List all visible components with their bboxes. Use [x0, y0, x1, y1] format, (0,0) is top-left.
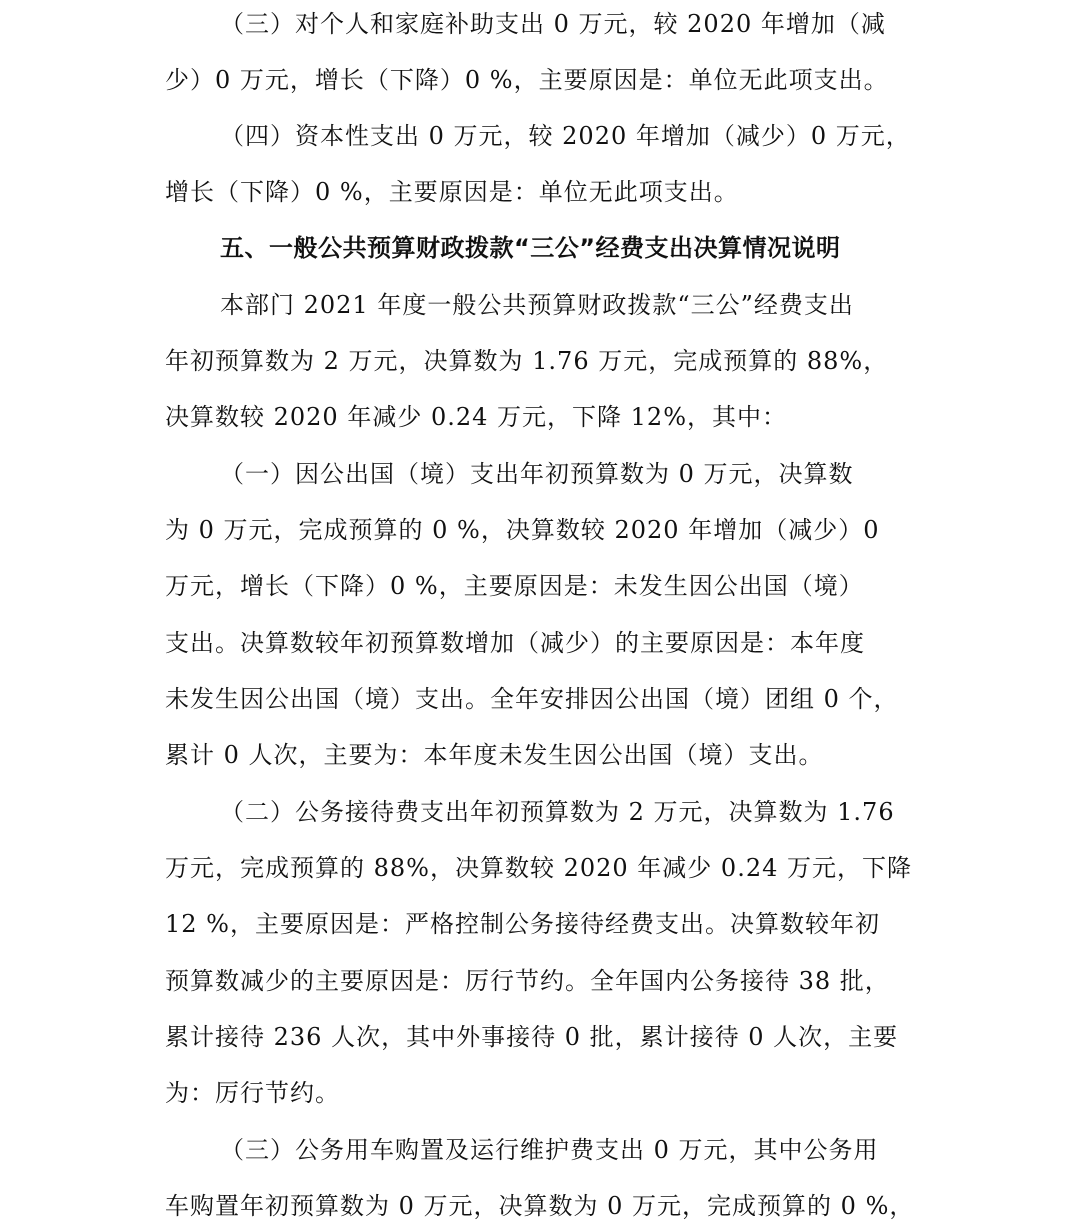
paragraph-line: 万元，完成预算的 88%，决算数较 2020 年减少 0.24 万元，下降	[165, 854, 913, 882]
paragraph-line: 本部门 2021 年度一般公共预算财政拨款“三公”经费支出	[220, 291, 854, 319]
paragraph-line: 少）0 万元，增长（下降）0 %，主要原因是：单位无此项支出。	[165, 66, 889, 94]
paragraph-line: 为：厉行节约。	[165, 1079, 340, 1107]
paragraph-line: 万元，增长（下降）0 %，主要原因是：未发生因公出国（境）	[165, 572, 864, 600]
paragraph-line: 累计 0 人次，主要为：本年度未发生因公出国（境）支出。	[165, 741, 824, 769]
paragraph-line: 支出。决算数较年初预算数增加（减少）的主要原因是：本年度	[165, 629, 865, 657]
paragraph-line: 增长（下降）0 %，主要原因是：单位无此项支出。	[165, 178, 739, 206]
paragraph-line: 预算数减少的主要原因是：厉行节约。全年国内公务接待 38 批，	[165, 967, 890, 995]
paragraph-line: 累计接待 236 人次，其中外事接待 0 批，累计接待 0 人次，主要	[165, 1023, 899, 1051]
paragraph-line: 年初预算数为 2 万元，决算数为 1.76 万元，完成预算的 88%，	[165, 347, 889, 375]
paragraph-line: 为 0 万元，完成预算的 0 %，决算数较 2020 年增加（减少）0	[165, 516, 880, 544]
paragraph-line: （三）对个人和家庭补助支出 0 万元，较 2020 年增加（减	[220, 10, 886, 38]
paragraph-line: （三）公务用车购置及运行维护费支出 0 万元，其中公务用	[220, 1136, 879, 1164]
paragraph-line: 车购置年初预算数为 0 万元，决算数为 0 万元，完成预算的 0 %，	[165, 1192, 915, 1220]
paragraph-line: （二）公务接待费支出年初预算数为 2 万元，决算数为 1.76	[220, 798, 895, 826]
paragraph-line: 12 %，主要原因是：严格控制公务接待经费支出。决算数较年初	[165, 910, 880, 938]
paragraph-line: （一）因公出国（境）支出年初预算数为 0 万元，决算数	[220, 460, 854, 488]
paragraph-line: 未发生因公出国（境）支出。全年安排因公出国（境）团组 0 个，	[165, 685, 899, 713]
paragraph-line: 决算数较 2020 年减少 0.24 万元，下降 12%，其中：	[165, 403, 788, 431]
section-heading: 五、一般公共预算财政拨款“三公”经费支出决算情况说明	[220, 234, 841, 262]
paragraph-line: （四）资本性支出 0 万元，较 2020 年增加（减少）0 万元，	[220, 122, 911, 150]
